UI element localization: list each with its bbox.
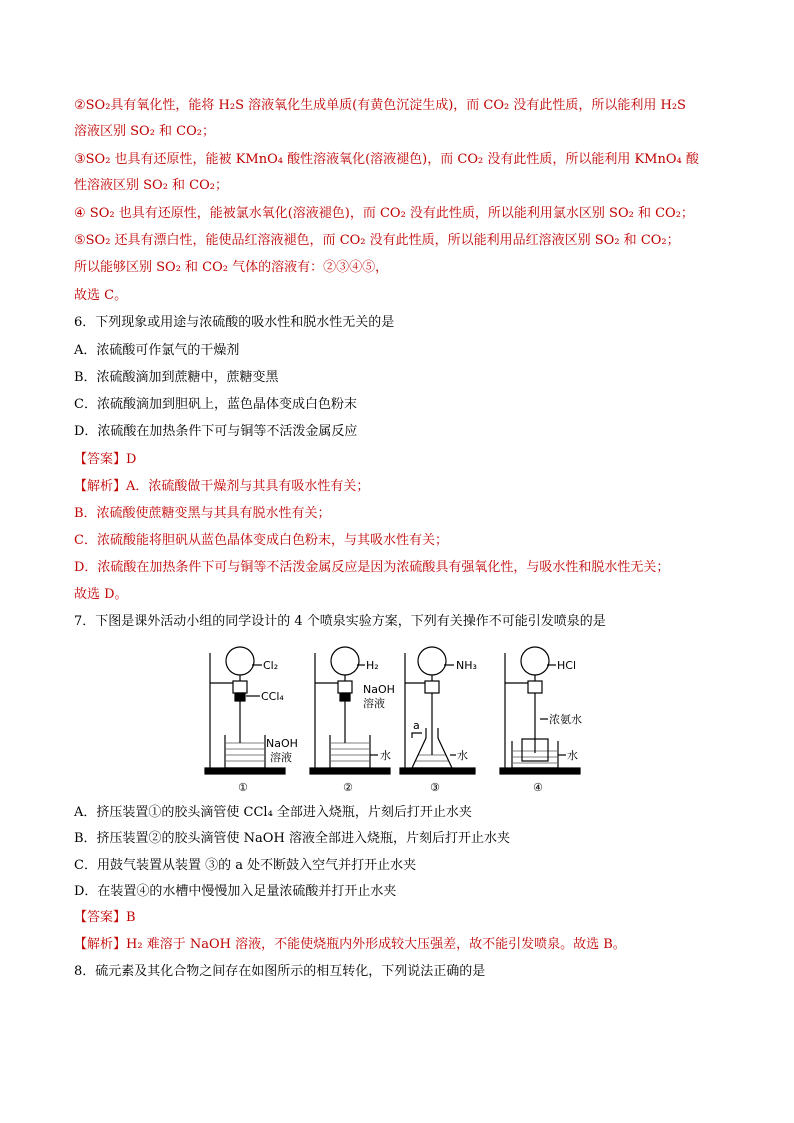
label-ccl4: CCl₄ bbox=[261, 690, 284, 703]
label-water-4: 水 bbox=[567, 749, 578, 762]
label-solution-1: 溶液 bbox=[270, 751, 292, 764]
label-conc-ammonia: 浓氨水 bbox=[549, 713, 582, 726]
analysis-p4: ④ SO₂ 也具有还原性，能被氯水氧化(溶液褪色)，而 CO₂ 没有此性质，所以能利用氯水区别 SO₂ 和 CO₂； bbox=[74, 206, 694, 221]
q8-stem: 8．硫元素及其化合物之间存在如图所示的相互转化，下列说法正确的是 bbox=[74, 964, 486, 979]
q6-option-d: D．浓硫酸在加热条件下可与铜等不活泼金属反应 bbox=[74, 424, 358, 439]
q6-analysis-line-3: C．浓硫酸能将胆矾从蓝色晶体变成白色粉末，与其吸水性有关； bbox=[74, 533, 448, 548]
q6-answer-tag: 【答案】 bbox=[74, 452, 127, 467]
q7-option-b: B．挤压装置②的胶头滴管使 NaOH 溶液全部进入烧瓶，片刻后打开止水夹 bbox=[74, 831, 510, 846]
analysis-p2-line1: ②SO₂具有氧化性，能将 H₂S 溶液氧化生成单质(有黄色沉淀生成)，而 CO₂ 没有此性质，所以能利用 H₂S bbox=[74, 98, 686, 113]
q6-analysis-line-2: B．浓硫酸使蔗糖变黑与其具有脱水性有关； bbox=[74, 506, 331, 521]
figure-number-1: ① bbox=[238, 781, 248, 793]
q6-option-a: A．浓硫酸可作氯气的干燥剂 bbox=[74, 343, 240, 358]
label-a: a bbox=[413, 719, 420, 732]
q6-analysis-line-1: A．浓硫酸做干燥剂与其具有吸水性有关； bbox=[126, 479, 370, 494]
label-cl2: Cl₂ bbox=[263, 659, 279, 672]
q7-option-d: D．在装置④的水槽中慢慢加入足量浓硫酸并打开止水夹 bbox=[74, 884, 397, 899]
q6-analysis-line-4: D．浓硫酸在加热条件下可与铜等不活泼金属反应是因为浓硫酸具有强氧化性，与吸水性和脱水性无关； bbox=[74, 560, 670, 575]
analysis-p2-line2: 溶液区别 SO₂ 和 CO₂； bbox=[74, 124, 215, 139]
q7-stem: 7．下图是课外活动小组的同学设计的 4 个喷泉实验方案，下列有关操作不可能引发喷泉的是 bbox=[74, 614, 606, 629]
q7-answer bbox=[74, 908, 724, 928]
q6-stem: 6．下列现象或用途与浓硫酸的吸水性和脱水性无关的是 bbox=[74, 315, 395, 330]
q7-answer-tag: 【答案】 bbox=[74, 910, 127, 925]
label-naoh-1: NaOH bbox=[266, 737, 298, 750]
analysis-p5: ⑤SO₂ 还具有漂白性，能使品红溶液褪色，而 CO₂ 没有此性质，所以能利用品红溶液区别 SO₂ 和 CO₂； bbox=[74, 233, 680, 248]
analysis-choose: 故选 C。 bbox=[74, 288, 128, 303]
label-nh3: NH₃ bbox=[456, 659, 477, 672]
q7-analysis-tag: 【解析】 bbox=[74, 937, 127, 952]
q6-answer-value: D bbox=[126, 452, 137, 467]
figure-number-3: ③ bbox=[430, 781, 440, 793]
q6-answer bbox=[74, 450, 724, 470]
analysis-p3-line2: 性溶液区别 SO₂ 和 CO₂； bbox=[74, 178, 228, 193]
q6-analysis bbox=[74, 477, 724, 497]
figure-number-2: ② bbox=[343, 781, 353, 793]
q7-analysis-text: H₂ 难溶于 NaOH 溶液，不能使烧瓶内外形成较大压强差，故不能引发喷泉。故选 B。 bbox=[126, 937, 626, 952]
label-naoh-2: NaOH bbox=[363, 683, 395, 696]
analysis-p3-line1: ③SO₂ 也具有还原性，能被 KMnO₄ 酸性溶液氧化(溶液褪色)，而 CO₂ 没有此性质，所以能利用 KMnO₄ 酸 bbox=[74, 152, 699, 167]
q7-option-c: C．用鼓气装置从装置 ③的 a 处不断鼓入空气并打开止水夹 bbox=[74, 858, 417, 873]
q7-option-a: A．挤压装置①的胶头滴管使 CCl₄ 全部进入烧瓶，片刻后打开止水夹 bbox=[74, 805, 472, 820]
q6-option-b: B．浓硫酸滴加到蔗糖中，蔗糖变黑 bbox=[74, 370, 279, 385]
q6-option-c: C．浓硫酸滴加到胆矾上，蓝色晶体变成白色粉末 bbox=[74, 397, 357, 412]
label-water-3: 水 bbox=[457, 749, 468, 762]
label-hcl: HCl bbox=[557, 659, 577, 672]
analysis-conclusion: 所以能够区别 SO₂ 和 CO₂ 气体的溶液有：②③④⑤， bbox=[74, 260, 389, 275]
q7-analysis bbox=[74, 935, 724, 955]
label-h2: H₂ bbox=[366, 659, 379, 672]
q6-analysis-line-5: 故选 D。 bbox=[74, 587, 128, 602]
label-water-2: 水 bbox=[380, 749, 391, 762]
q7-answer-value: B bbox=[126, 910, 136, 925]
fountain-apparatus-figure bbox=[200, 643, 600, 793]
q6-analysis-tag: 【解析】 bbox=[74, 479, 127, 494]
figure-number-4: ④ bbox=[533, 781, 543, 793]
label-solution-2: 溶液 bbox=[363, 697, 385, 710]
